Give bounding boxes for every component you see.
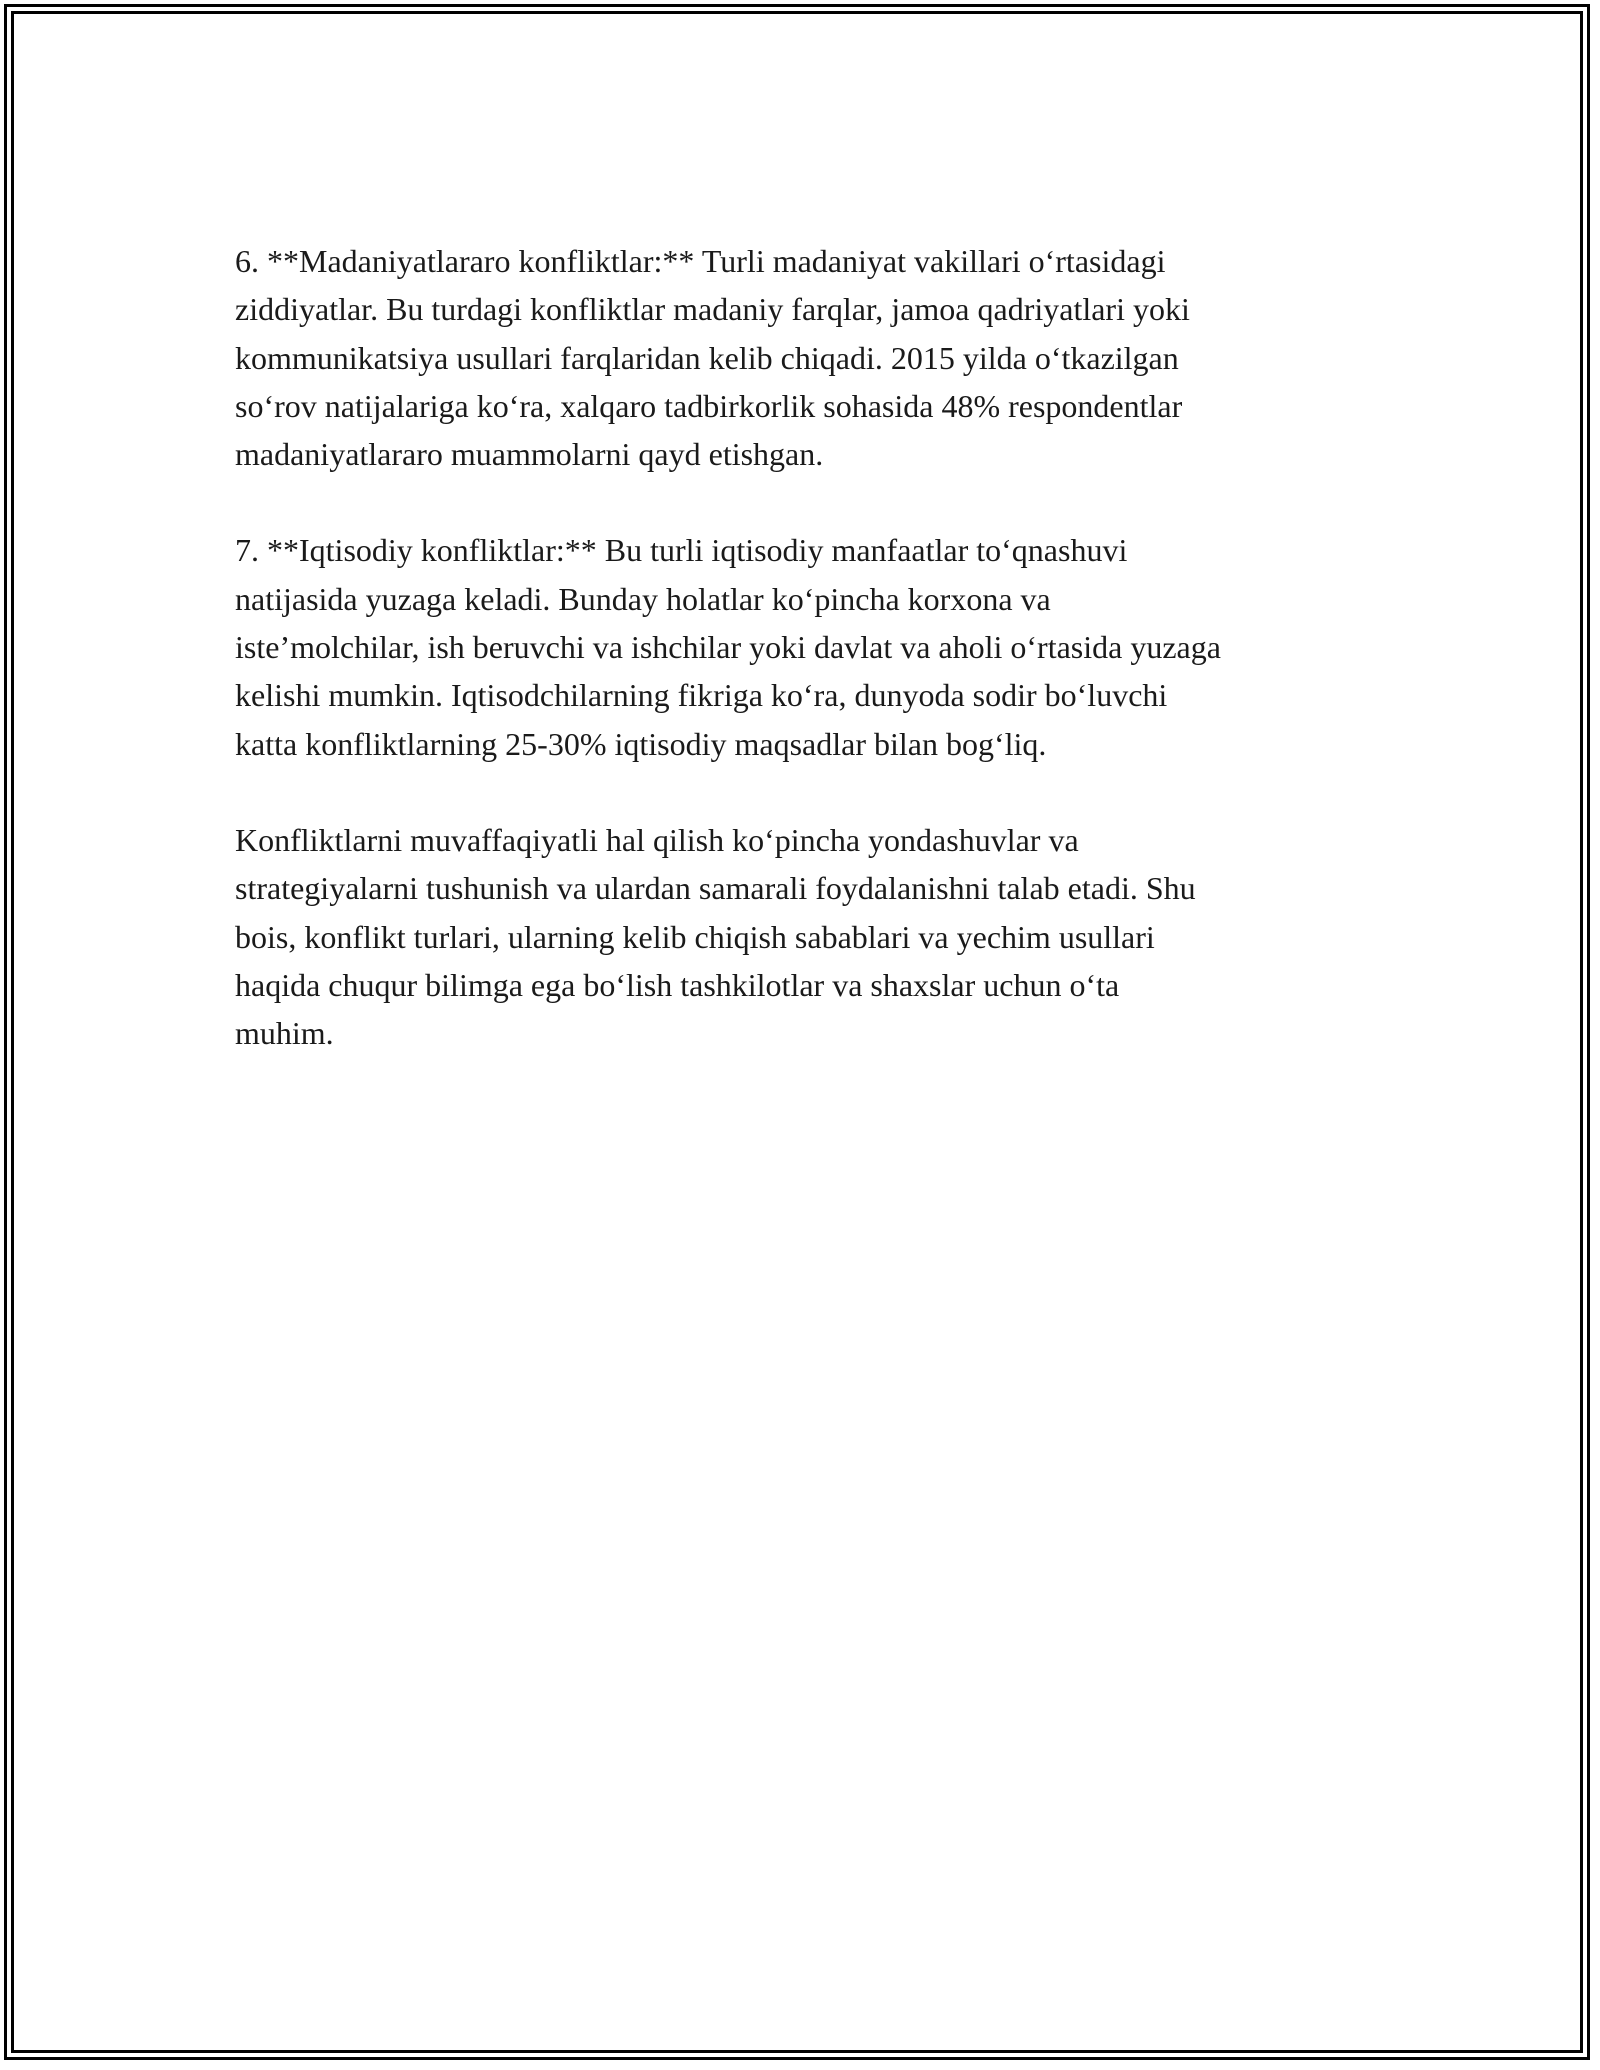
text-line: so‘rov natijalariga ko‘ra, xalqaro tadbirkorlik sohasida 48% respondentlar	[235, 387, 1183, 424]
text-line: 7. **Iqtisodiy konfliktlar:** Bu turli iqtisodiy manfaatlar to‘qnashuvi	[235, 532, 1128, 569]
text-line: strategiyalarni tushunish va ulardan samarali foydalanishni talab etadi. Shu	[235, 870, 1196, 907]
text-line: kelishi mumkin. Iqtisodchilarning fikriga ko‘ra, dunyoda sodir bo‘luvchi	[235, 677, 1168, 714]
text-line: natijasida yuzaga keladi. Bunday holatlar ko‘pincha korxona va	[235, 580, 1051, 617]
text-line: iste’molchilar, ish beruvchi va ishchilar yoki davlat va aholi o‘rtasida yuzaga	[235, 629, 1221, 666]
text-line: katta konfliktlarning 25-30% iqtisodiy maqsadlar bilan bog‘liq.	[235, 725, 1047, 762]
text-line: bois, konflikt turlari, ularning kelib chiqish sabablari va yechim usullari	[235, 918, 1155, 955]
text-line: 6. **Madaniyatlararo konfliktlar:** Turli madaniyat vakillari o‘rtasidagi	[235, 243, 1166, 279]
text-line: haqida chuqur bilimga ega bo‘lish tashkilotlar va shaxslar uchun o‘ta	[235, 966, 1120, 1003]
paragraph-conclusion	[235, 816, 1375, 1057]
text-line: madaniyatlararo muammolarni qayd etishgan.	[235, 436, 824, 473]
text-line: kommunikatsiya usullari farqlaridan kelib chiqadi. 2015 yilda o‘tkazilgan	[235, 339, 1179, 376]
paragraph-cultural-conflicts	[235, 237, 1375, 478]
text-line: Konfliktlarni muvaffaqiyatli hal qilish ko‘pincha yondashuvlar va	[235, 821, 1079, 858]
text-line: ziddiyatlar. Bu turdagi konfliktlar madaniy farqlar, jamoa qadriyatlari yoki	[235, 291, 1190, 328]
document-body	[235, 237, 1375, 1105]
paragraph-economic-conflicts	[235, 526, 1375, 767]
text-line: muhim.	[235, 1015, 334, 1052]
